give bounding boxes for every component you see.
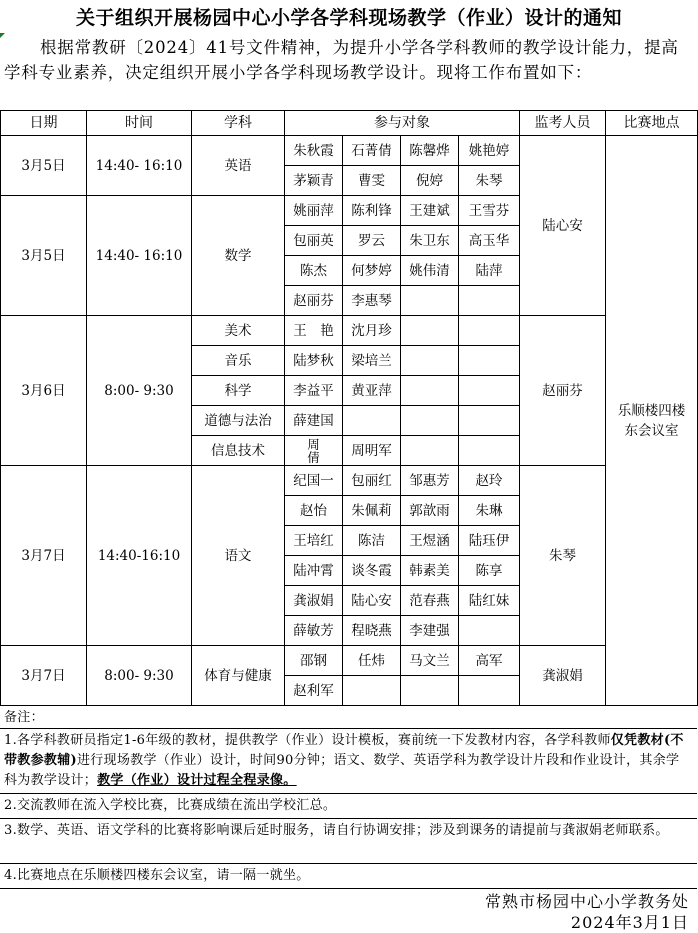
subject-cell: 音乐 [192, 346, 285, 376]
note-1-underlined: 教学（作业）设计过程全程录像。 [97, 773, 297, 788]
participant-cell: 邵钢 [285, 646, 343, 676]
participant-cell: 王 艳 [285, 316, 343, 346]
header-time: 时间 [87, 111, 192, 136]
participant-cell: 罗云 [343, 226, 401, 256]
header-date: 日期 [1, 111, 87, 136]
participant-cell: 倪婷 [401, 166, 459, 196]
participant-cell: 陆冲霄 [285, 556, 343, 586]
participant-cell: 陈馨烨 [401, 136, 459, 166]
participant-cell: 姚艳婷 [459, 136, 520, 166]
participant-cell: 李建强 [401, 616, 459, 646]
date-cell: 3月7日 [1, 466, 87, 646]
participant-cell [459, 286, 520, 316]
note-3: 3.数学、英语、语文学科的比赛将影响课后延时服务，请自行协调安排；涉及到课务的请提前与龚淑娟老师联系。 [4, 823, 669, 838]
proctor-cell: 陆心安 [520, 136, 606, 316]
subject-cell: 体育与健康 [192, 646, 285, 706]
page-title: 关于组织开展杨园中心小学各学科现场教学（作业）设计的通知 [75, 7, 622, 29]
subject-cell: 信息技术 [192, 436, 285, 466]
notes-heading-row [0, 706, 697, 729]
participant-cell: 谈冬霞 [343, 556, 401, 586]
participant-cell: 梁培兰 [343, 346, 401, 376]
participant-cell: 周倩 [285, 436, 343, 466]
participant-cell: 马文兰 [401, 646, 459, 676]
participant-cell: 何梦婷 [343, 256, 401, 286]
schedule-table [0, 110, 698, 706]
note-1 [4, 731, 692, 791]
notes-heading: 备注： [4, 710, 44, 725]
participant-cell [401, 286, 459, 316]
participant-cell: 陆梦秋 [285, 346, 343, 376]
subject-cell: 道德与法治 [192, 406, 285, 436]
participant-cell: 纪国一 [285, 466, 343, 496]
venue-cell: 乐顺楼四楼东会议室 [606, 136, 698, 706]
participant-cell: 包丽英 [285, 226, 343, 256]
table-row [1, 466, 698, 496]
participant-cell [401, 346, 459, 376]
participant-cell: 朱佩莉 [343, 496, 401, 526]
note-4: 4.比赛地点在乐顺楼四楼东会议室，请一隔一就坐。 [4, 868, 310, 883]
participant-cell: 任炜 [343, 646, 401, 676]
participant-cell [401, 376, 459, 406]
participant-cell: 姚丽萍 [285, 196, 343, 226]
participant-cell: 陆红妹 [459, 586, 520, 616]
participant-cell: 王建斌 [401, 196, 459, 226]
proctor-cell: 赵丽芬 [520, 316, 606, 466]
participant-cell: 朱卫东 [401, 226, 459, 256]
participant-cell: 周明军 [343, 436, 401, 466]
participant-cell: 王培红 [285, 526, 343, 556]
date-cell: 3月5日 [1, 196, 87, 316]
subject-cell: 美术 [192, 316, 285, 346]
participant-cell: 高玉华 [459, 226, 520, 256]
participant-cell: 沈月珍 [343, 316, 401, 346]
participant-cell: 薛建国 [285, 406, 343, 436]
participant-cell: 曹雯 [343, 166, 401, 196]
header-venue: 比赛地点 [606, 111, 698, 136]
participant-cell: 王雪芬 [459, 196, 520, 226]
date-cell: 3月5日 [1, 136, 87, 196]
participant-cell [343, 676, 401, 706]
participant-cell [401, 676, 459, 706]
subject-cell: 科学 [192, 376, 285, 406]
participant-cell: 邹惠芳 [401, 466, 459, 496]
note-2-row [0, 794, 697, 819]
header-subject: 学科 [192, 111, 285, 136]
participant-cell: 朱秋霞 [285, 136, 343, 166]
participant-cell: 李惠琴 [343, 286, 401, 316]
table-row [1, 136, 698, 166]
subject-cell: 英语 [192, 136, 285, 196]
proctor-cell: 龚淑娟 [520, 646, 606, 706]
participant-cell [459, 406, 520, 436]
participant-cell [459, 376, 520, 406]
participant-cell: 赵玲 [459, 466, 520, 496]
participant-cell [343, 406, 401, 436]
intro-paragraph: 根据常教研〔2024〕41号文件精神，为提升小学各学科教师的教学设计能力，提高学科专业素养，决定组织开展小学各学科现场教学设计。现将工作布置如下： [4, 38, 679, 82]
participant-cell: 程晓燕 [343, 616, 401, 646]
participant-cell: 赵丽芬 [285, 286, 343, 316]
participant-cell: 姚伟清 [401, 256, 459, 286]
participant-cell: 陆萍 [459, 256, 520, 286]
participant-cell [459, 346, 520, 376]
participant-cell: 朱琴 [459, 166, 520, 196]
participant-cell [459, 616, 520, 646]
note-1-text-c: 进行现场教学（作业）设计，时间90分钟；语文、数学、英语学科为教学设计片段和作业设计，其余学科为教学设计； [4, 753, 680, 788]
participant-cell [459, 436, 520, 466]
participant-cell: 韩素美 [401, 556, 459, 586]
participant-cell: 朱琳 [459, 496, 520, 526]
time-cell: 14:40-16:10 [87, 466, 192, 646]
participant-cell: 陆珏伊 [459, 526, 520, 556]
table-header-row [1, 111, 698, 136]
participant-cell: 黄亚萍 [343, 376, 401, 406]
table-row [1, 316, 698, 346]
participant-cell: 赵怡 [285, 496, 343, 526]
note-4-row [0, 864, 697, 889]
time-cell: 8:00- 9:30 [87, 646, 192, 706]
participant-cell [459, 676, 520, 706]
note-1-row [0, 729, 697, 794]
participant-cell: 包丽红 [343, 466, 401, 496]
participant-cell: 范春燕 [401, 586, 459, 616]
signature-date: 2024年3月1日 [570, 913, 689, 932]
participant-cell: 陈利锋 [343, 196, 401, 226]
note-1-emphasis: 仅凭教材(不带教参教辅) [4, 733, 684, 768]
table-row [1, 646, 698, 676]
header-proctor: 监考人员 [520, 111, 606, 136]
participant-cell: 赵利军 [285, 676, 343, 706]
participant-cell: 龚淑娟 [285, 586, 343, 616]
note-2: 2.交流教师在流入学校比赛，比赛成绩在流出学校汇总。 [4, 798, 337, 813]
participant-cell [459, 316, 520, 346]
participant-cell [401, 436, 459, 466]
participant-cell: 李益平 [285, 376, 343, 406]
date-cell: 3月7日 [1, 646, 87, 706]
note-1-text-a: 1.各学科教研员指定1-6年级的教材，提供教学（作业）设计模板，赛前统一下发教材内容，各学科教师 [4, 733, 611, 748]
time-cell: 14:40- 16:10 [87, 196, 192, 316]
date-cell: 3月6日 [1, 316, 87, 466]
participant-cell: 石菁倩 [343, 136, 401, 166]
participant-cell: 陈洁 [343, 526, 401, 556]
participant-cell: 陈享 [459, 556, 520, 586]
participant-cell: 王煜涵 [401, 526, 459, 556]
subject-cell: 数学 [192, 196, 285, 316]
proctor-cell: 朱琴 [520, 466, 606, 646]
participant-cell: 茅颖青 [285, 166, 343, 196]
participant-cell: 郭歆雨 [401, 496, 459, 526]
participant-cell [401, 406, 459, 436]
time-cell: 14:40- 16:10 [87, 136, 192, 196]
time-cell: 8:00- 9:30 [87, 316, 192, 466]
participant-cell: 高军 [459, 646, 520, 676]
notes-section [0, 706, 697, 931]
participant-cell [401, 316, 459, 346]
signature-org: 常熟市杨园中心小学教务处 [484, 892, 689, 911]
note-3-row [0, 819, 697, 864]
participant-cell: 薛敏芳 [285, 616, 343, 646]
subject-cell: 语文 [192, 466, 285, 646]
participant-cell: 陈杰 [285, 256, 343, 286]
participant-cell: 陆心安 [343, 586, 401, 616]
header-participants: 参与对象 [285, 111, 520, 136]
